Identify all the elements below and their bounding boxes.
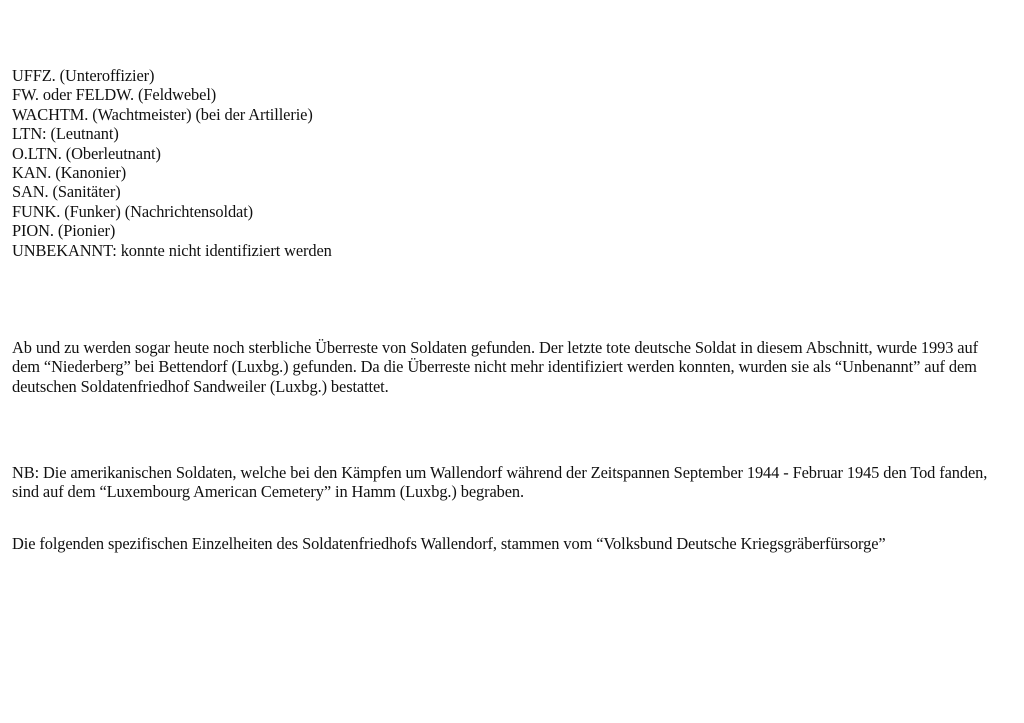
remains-paragraph: Ab und zu werden sogar heute noch sterbliche Überreste von Soldaten gefunden. Der letzte tote deutsche Soldat in diesem Abschnitt, wurde 1993 auf dem “Niederberg” bei Bettendorf (Luxbg.) gefunden. Da die Überreste nicht mehr identifiziert werden konnten, wurden sie als “Unbenannt” auf dem deutschen Soldatenfriedhof Sandweiler (Luxbg.) bestattet.	[12, 338, 978, 396]
abbreviation-item: PION. (Pionier)	[12, 221, 116, 241]
abbreviation-item: UNBEKANNT: konnte nicht identifiziert werden	[12, 240, 332, 260]
nb-paragraph: NB: Die amerikanischen Soldaten, welche bei den Kämpfen um Wallendorf während der Zeitspannen September 1944 - Februar 1945 den Tod fanden, sind auf dem “Luxembourg American Cemetery” in Hamm (Luxbg.) begraben.	[12, 463, 988, 502]
abbreviation-item: UFFZ. (Unteroffizier)	[12, 66, 155, 85]
abbreviation-item: LTN: (Leutnant)	[12, 124, 119, 144]
abbreviation-item: FUNK. (Funker) (Nachrichtensoldat)	[12, 201, 254, 221]
abbreviation-list	[12, 66, 1012, 260]
abbreviation-item: O.LTN. (Oberleutnant)	[12, 143, 161, 163]
source-paragraph: Die folgenden spezifischen Einzelheiten des Soldatenfriedhofs Wallendorf, stammen vom “Volksbund Deutsche Kriegsgräberfürsorge”	[12, 534, 886, 553]
abbreviation-item: FW. oder FELDW. (Feldwebel)	[12, 85, 217, 105]
abbreviation-item: WACHTM. (Wachtmeister) (bei der Artillerie)	[12, 104, 313, 124]
abbreviation-item: SAN. (Sanitäter)	[12, 182, 121, 202]
abbreviation-item: KAN. (Kanonier)	[12, 162, 127, 182]
